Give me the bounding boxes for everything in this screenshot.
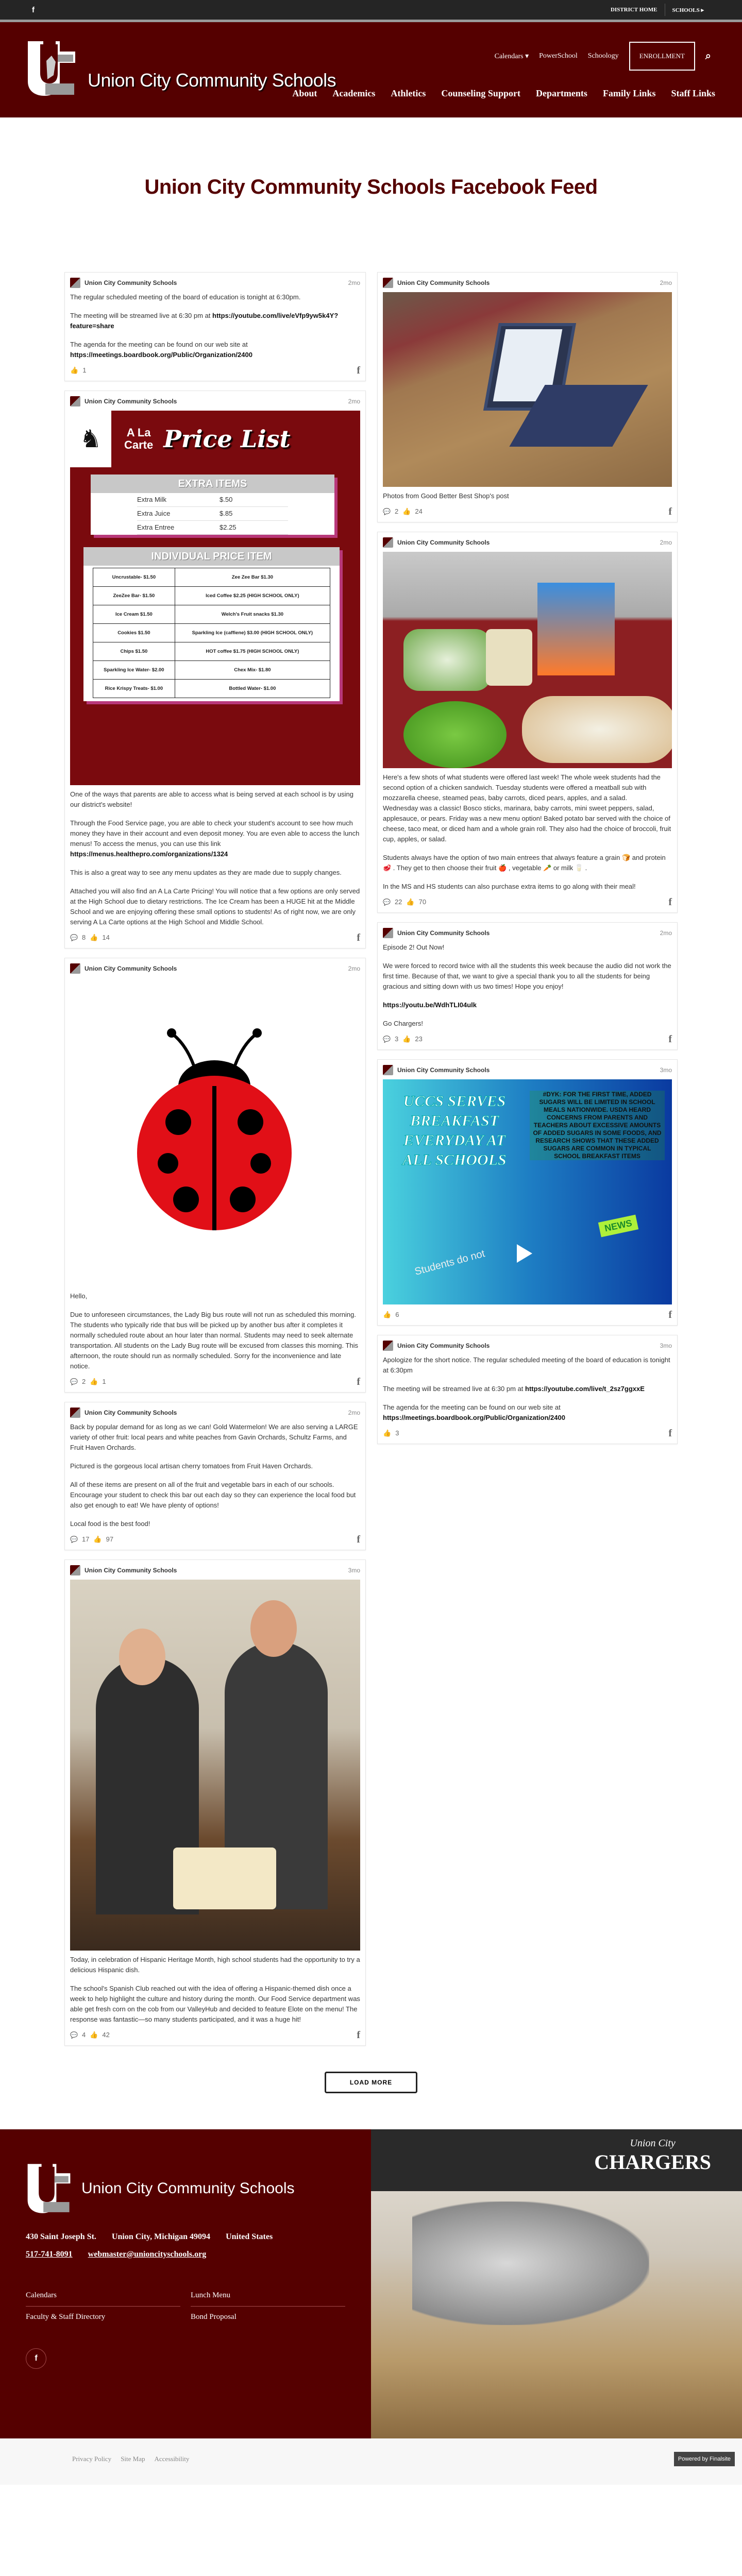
- site-map-link[interactable]: Site Map: [121, 2455, 145, 2463]
- post-text: Episode 2! Out Now!: [383, 943, 445, 951]
- post-author[interactable]: Union City Community Schools: [397, 539, 490, 546]
- extra-items-header: EXTRA ITEMS: [91, 474, 334, 493]
- like-count: 3: [395, 1429, 399, 1437]
- price-cell: Sparkling Ice Water- $2.00: [93, 661, 175, 680]
- comment-count: 22: [394, 898, 402, 906]
- comments-icon[interactable]: 💬: [383, 508, 391, 515]
- nav-about[interactable]: About: [292, 88, 317, 98]
- post-body: [70, 292, 360, 360]
- like-icon[interactable]: 👍: [70, 366, 79, 374]
- site-header: [0, 22, 742, 117]
- like-icon[interactable]: 👍: [90, 2031, 98, 2039]
- facebook-icon[interactable]: f: [668, 1309, 672, 1320]
- price-cell: Zee Zee Bar $1.30: [175, 568, 330, 587]
- price-cell: Welch's Fruit snacks $1.30: [175, 605, 330, 624]
- like-count: 70: [418, 898, 427, 906]
- post-text: Through the Food Service page, you are able to check your student's account to see how much money they have in their account and even deposit money. You are even able to access the lunch menus! To access the menus, you can use this link: [70, 819, 360, 848]
- post-text: Here's a few shots of what students were offered last week! The whole week students had the second option of a chicken sandwich. Tuesday students were offered a meatball sub with mozzarella cheese, steamed peas, baby carrots, diced pears, apples, and a salad. Wednesday was a classic! Bosco sticks, marinara, baby carrots, mini sweet peppers, salad, applesauce, or pears. Friday was a new menu option! Baked potato bar served with the choice of cheese, taco meat, or diced ham and a whole grain roll. They also had the choice of broccoli, fruit cup, apples, or salad.: [383, 773, 671, 843]
- price-row: [93, 642, 330, 661]
- site-footer: [0, 2129, 742, 2438]
- post-body: [70, 1291, 360, 1371]
- facebook-icon[interactable]: f: [357, 2029, 360, 2041]
- post-author[interactable]: Union City Community Schools: [397, 279, 490, 286]
- post-text: Students always have the option of two main entrees that always feature a grain 🍞 and protein 🥩 . They get to then choose their fruit 🍎 , vegetable 🥕 or milk 🥛 .: [383, 854, 666, 872]
- author-avatar[interactable]: [70, 1565, 80, 1575]
- like-icon[interactable]: 👍: [90, 1378, 98, 1385]
- price-cell: Chips $1.50: [93, 642, 175, 661]
- post-body: [383, 772, 672, 892]
- author-avatar[interactable]: [383, 928, 393, 938]
- powerschool-link[interactable]: PowerSchool: [539, 52, 578, 60]
- nav-departments[interactable]: Departments: [535, 88, 587, 98]
- post-card: [377, 532, 678, 913]
- post-text: Due to unforeseen circumstances, the Lady Big bus route will not run as scheduled this morning. The students who typically ride that bus will be picked up by another bus after it completes it normally scheduled route about an hour later than normal. Students may need to seek alternate transportation. All students on the Lady Bug route will be excused from classes this morning. This afternoon, the route should run as normally scheduled. Sorry for the inconvenience and late notice.: [70, 1311, 359, 1370]
- price-row: [93, 587, 330, 605]
- price-cell: Uncrustable- $1.50: [93, 568, 175, 587]
- price-cell: Cookies $1.50: [93, 624, 175, 642]
- price-cell: Rice Krispy Treats- $1.00: [93, 680, 175, 698]
- feed-column-right: [377, 272, 678, 1444]
- post-text: Apologize for the short notice. The regular scheduled meeting of the board of education is tonight at 6:30pm: [383, 1356, 670, 1374]
- comments-icon[interactable]: 💬: [70, 1378, 78, 1385]
- post-text: The agenda for the meeting can be found on our web site at: [70, 341, 248, 348]
- like-count: 42: [102, 2031, 110, 2039]
- comments-icon[interactable]: 💬: [70, 1536, 78, 1543]
- like-icon[interactable]: 👍: [383, 1429, 392, 1437]
- post-text: Photos from Good Better Best Shop's post: [383, 492, 509, 500]
- extra-item-price: $2.25: [220, 523, 237, 531]
- post-body: [70, 1955, 360, 2025]
- gym-sign-line1: Union City: [630, 2138, 676, 2149]
- price-row: [93, 680, 330, 698]
- like-icon[interactable]: 👍: [402, 507, 411, 515]
- district-logo[interactable]: [26, 40, 77, 97]
- post-author[interactable]: Union City Community Schools: [397, 1342, 490, 1349]
- author-avatar[interactable]: [70, 963, 80, 974]
- price-cell: Sparkling Ice (caffiene) $3.00 (HIGH SCHOOL ONLY): [175, 624, 330, 642]
- like-icon[interactable]: 👍: [406, 898, 415, 906]
- students-image[interactable]: [70, 1580, 360, 1951]
- post-text: The regular scheduled meeting of the board of education is tonight at 6:30pm.: [70, 293, 301, 301]
- facebook-feed: [0, 272, 742, 2046]
- post-time[interactable]: 3mo: [660, 1066, 672, 1074]
- post-card: [377, 1335, 678, 1444]
- extra-item-row: [137, 521, 288, 535]
- post-card: [64, 1560, 366, 2046]
- comments-icon[interactable]: 💬: [383, 1036, 391, 1043]
- like-count: 24: [415, 507, 423, 515]
- post-text: All of these items are present on all of the fruit and vegetable bars in each of our schools. Encourage your student to check this bar out each day so they can experience the local food but also get enough to eat! We have plenty of options!: [70, 1481, 356, 1509]
- post-author[interactable]: Union City Community Schools: [85, 1409, 177, 1416]
- post-link[interactable]: https://meetings.boardbook.org/Public/Organization/2400: [383, 1414, 565, 1421]
- post-text: One of the ways that parents are able to access what is being served at each school is by using our district's website!: [70, 790, 353, 808]
- author-avatar[interactable]: [70, 396, 80, 406]
- comments-icon[interactable]: 💬: [383, 899, 391, 906]
- play-icon[interactable]: [517, 1244, 532, 1263]
- footer-link-bond-proposal[interactable]: Bond Proposal: [191, 2313, 237, 2321]
- accessibility-link[interactable]: Accessibility: [154, 2455, 190, 2463]
- extra-item-name: Extra Entree: [137, 523, 175, 531]
- comment-count: 3: [394, 1035, 399, 1043]
- like-icon[interactable]: 👍: [93, 1535, 102, 1543]
- footer-facebook-icon[interactable]: f: [26, 2348, 46, 2369]
- comments-icon[interactable]: 💬: [70, 2031, 78, 2039]
- search-icon[interactable]: ⌕: [705, 50, 711, 62]
- pricelist-image[interactable]: [70, 411, 360, 785]
- page-title: Union City Community Schools Facebook Feed: [144, 176, 598, 198]
- price-row: [93, 568, 330, 587]
- post-time[interactable]: 2mo: [348, 1409, 360, 1416]
- extra-item-price: $.50: [220, 496, 233, 503]
- nav-academics[interactable]: Academics: [332, 88, 376, 98]
- post-text: In the MS and HS students can also purchase extra items to go along with their meal!: [383, 883, 636, 890]
- schools-menu[interactable]: SCHOOLS ▸: [672, 7, 704, 13]
- enrollment-button[interactable]: ENROLLMENT: [629, 42, 695, 71]
- nav-counseling-support[interactable]: Counseling Support: [441, 88, 520, 98]
- post-card: [64, 391, 366, 948]
- author-avatar[interactable]: [383, 537, 393, 548]
- footer-link-lunch-menu[interactable]: Lunch Menu: [191, 2285, 345, 2307]
- price-cell: ZeeZee Bar- $1.50: [93, 587, 175, 605]
- nav-athletics[interactable]: Athletics: [391, 88, 426, 98]
- like-count: 97: [106, 1535, 114, 1543]
- author-avatar[interactable]: [383, 278, 393, 288]
- post-link[interactable]: https://youtu.be/WdhTLI04ulk: [383, 1001, 477, 1009]
- post-time[interactable]: 2mo: [660, 279, 672, 286]
- post-author[interactable]: Union City Community Schools: [85, 398, 177, 405]
- extra-item-name: Extra Juice: [137, 510, 171, 517]
- extra-item-name: Extra Milk: [137, 496, 167, 503]
- price-list-title: Price List: [163, 425, 291, 453]
- individual-items-header: INDIVIDUAL PRICE ITEM: [83, 547, 340, 566]
- post-link[interactable]: https://menus.healthepro.com/organizations/1324: [70, 850, 228, 858]
- post-body: [70, 789, 360, 927]
- carte-label: Carte: [124, 438, 154, 451]
- calendars-menu[interactable]: Calendars ▾: [494, 52, 529, 60]
- post-body: [70, 1422, 360, 1529]
- post-card: [64, 958, 366, 1393]
- post-text: This is also a great way to see any menu updates as they are made due to supply changes.: [70, 869, 342, 876]
- facebook-icon[interactable]: f: [357, 932, 360, 943]
- like-count: 14: [102, 934, 110, 941]
- comment-count: 2: [81, 1378, 86, 1385]
- extra-item-price: $.85: [220, 510, 233, 517]
- breakfast-image[interactable]: [383, 1079, 672, 1304]
- post-text: Pictured is the gorgeous local artisan cherry tomatoes from Fruit Haven Orchards.: [70, 1462, 313, 1470]
- price-table: [93, 568, 330, 698]
- post-author[interactable]: Union City Community Schools: [397, 929, 490, 937]
- author-avatar[interactable]: [70, 1408, 80, 1418]
- comment-count: 2: [394, 507, 399, 515]
- post-text: Hello,: [70, 1292, 88, 1300]
- tablet-image[interactable]: [383, 292, 672, 487]
- address-country: United States: [226, 2232, 273, 2241]
- facebook-icon[interactable]: f: [668, 1033, 672, 1045]
- author-avatar[interactable]: [70, 278, 80, 288]
- post-body: [383, 942, 672, 1029]
- post-time[interactable]: 3mo: [660, 1342, 672, 1349]
- post-author[interactable]: Union City Community Schools: [85, 965, 177, 972]
- gym-photo: [371, 2129, 742, 2438]
- footer-logo: [26, 2160, 72, 2217]
- post-text: We were forced to record twice with all the students this week because the audio did not work the first time. Because of that, we want to give a special thank you to all the students for being gracious and sitting down with us two times! Hope you enjoy!: [383, 962, 671, 990]
- like-count: 6: [395, 1311, 399, 1318]
- gym-sign-line2: CHARGERS: [594, 2150, 711, 2174]
- a-la-label: A La: [126, 426, 151, 439]
- extra-item-row: [137, 507, 288, 521]
- price-row: [93, 605, 330, 624]
- site-name[interactable]: Union City Community Schools: [88, 70, 336, 91]
- comment-count: 8: [81, 934, 86, 941]
- post-card: [64, 1402, 366, 1550]
- post-link[interactable]: https://youtube.com/live/eVfp9yw5k4Y?feature=share: [70, 312, 339, 330]
- post-time[interactable]: 2mo: [348, 965, 360, 972]
- like-count: 23: [415, 1035, 423, 1043]
- post-time[interactable]: 3mo: [348, 1567, 360, 1574]
- post-time[interactable]: 2mo: [660, 539, 672, 546]
- feed-column-left: [64, 272, 366, 2046]
- facebook-icon[interactable]: f: [357, 1376, 360, 1387]
- post-link[interactable]: https://meetings.boardbook.org/Public/Organization/2400: [70, 351, 252, 359]
- breakfast-students-text: Students do not: [413, 1248, 486, 1278]
- post-card: [377, 1059, 678, 1326]
- address-street: 430 Saint Joseph St.: [26, 2232, 96, 2241]
- email-link[interactable]: webmaster@unioncityschools.org: [88, 2250, 207, 2259]
- author-avatar[interactable]: [383, 1065, 393, 1075]
- post-text: Today, in celebration of Hispanic Heritage Month, high school students had the opportunity to try a delicious Hispanic dish.: [70, 1956, 360, 1974]
- post-text: Local food is the best food!: [70, 1520, 150, 1528]
- post-text: Attached you will also find an A La Carte Pricing! You will notice that a few options are only served at the High School due to dietary restrictions. The Ice Cream has been a HUGE hit at the Middle School and we are enjoying offering these small options to students! As of right now, we are only serving A La Carte options at the High School and Middle School.: [70, 887, 360, 926]
- facebook-icon[interactable]: f: [668, 1428, 672, 1439]
- facebook-icon[interactable]: f: [357, 1534, 360, 1545]
- news-badge: NEWS: [598, 1215, 638, 1238]
- post-link[interactable]: https://youtube.com/live/t_2sz7ggxxE: [525, 1385, 645, 1393]
- post-card: [377, 922, 678, 1050]
- like-icon[interactable]: 👍: [90, 934, 98, 941]
- like-count: 1: [102, 1378, 106, 1385]
- price-row: [93, 624, 330, 642]
- price-cell: HOT coffee $1.75 (HIGH SCHOOL ONLY): [175, 642, 330, 661]
- comment-count: 4: [81, 2031, 86, 2039]
- nav-family-links[interactable]: Family Links: [602, 88, 656, 98]
- post-text: The meeting will be streamed live at 6:30 pm at: [383, 1385, 526, 1393]
- post-body: [383, 1355, 672, 1423]
- facebook-icon[interactable]: f: [357, 365, 360, 376]
- footer-link-calendars[interactable]: Calendars: [26, 2285, 180, 2307]
- facebook-icon[interactable]: f: [32, 5, 35, 14]
- like-icon[interactable]: 👍: [402, 1035, 411, 1043]
- post-time[interactable]: 2mo: [348, 279, 360, 286]
- post-text: The meeting will be streamed live at 6:30 pm at: [70, 312, 213, 319]
- price-cell: Iced Coffee $2.25 (HIGH SCHOOL ONLY): [175, 587, 330, 605]
- price-cell: Bottled Water- $1.00: [175, 680, 330, 698]
- post-card: [64, 272, 366, 381]
- horse-icon: ♞: [70, 411, 111, 467]
- nav-staff-links[interactable]: Staff Links: [671, 88, 715, 98]
- footer-site-name: Union City Community Schools: [81, 2180, 295, 2197]
- like-icon[interactable]: 👍: [383, 1311, 392, 1318]
- post-time[interactable]: 2mo: [660, 929, 672, 937]
- post-author[interactable]: Union City Community Schools: [85, 1567, 177, 1574]
- footer-link-directory[interactable]: Faculty & Staff Directory: [26, 2313, 106, 2321]
- price-cell: Ice Cream $1.50: [93, 605, 175, 624]
- top-bar: [0, 0, 742, 20]
- comments-icon[interactable]: 💬: [70, 934, 78, 941]
- price-row: [93, 661, 330, 680]
- facebook-icon[interactable]: f: [668, 896, 672, 908]
- breakfast-headline: UCCS SERVES BREAKFAST EVERYDAY AT ALL SCHOOLS: [402, 1093, 507, 1168]
- powered-by-badge[interactable]: Powered by Finalsite: [674, 2452, 735, 2466]
- post-text: The agenda for the meeting can be found on our web site at: [383, 1403, 561, 1411]
- privacy-policy-link[interactable]: Privacy Policy: [72, 2455, 112, 2463]
- breakfast-dyk-text: #DYK: FOR THE FIRST TIME, ADDED SUGARS WILL BE LIMITED IN SCHOOL MEALS NATIONWIDE. USDA HEARD CONCERNS FROM PARENTS AND TEACHERS ABOUT EXCESSIVE AMOUNTS OF ADDED SUGARS IN SOME FOODS, AND RESEARCH SHOWS THAT THESE ADDED SUGARS ARE COMMON IN TYPICAL SCHOOL BREAKFAST ITEMS: [530, 1091, 665, 1160]
- post-time[interactable]: 2mo: [348, 398, 360, 405]
- post-text: The school's Spanish Club reached out with the idea of offering a Hispanic-themed dish once a week to help highlight the culture and history during the month. Our Food Service department was able get fresh corn on the cob from our ValleyHub and decided to feature Elote on the menu! The response was fantastic—so many students participated, and it was a huge hit!: [70, 1985, 360, 2023]
- post-text: Go Chargers!: [383, 1020, 424, 1027]
- post-body: [383, 491, 672, 501]
- schoology-link[interactable]: Schoology: [587, 52, 619, 60]
- price-cell: Chex Mix- $1.80: [175, 661, 330, 680]
- author-avatar[interactable]: [383, 1341, 393, 1351]
- like-count: 1: [82, 366, 87, 374]
- address-city: Union City, Michigan 49094: [111, 2232, 211, 2241]
- post-text: Back by popular demand for as long as we can! Gold Watermelon! We are also serving a LARGE variety of other fruit: local pears and white peaches from Gavin Orchards, Schultz Farms, and Fruit Haven Orchards.: [70, 1423, 358, 1451]
- post-author[interactable]: Union City Community Schools: [397, 1066, 490, 1074]
- post-author[interactable]: Union City Community Schools: [85, 279, 177, 286]
- phone-link[interactable]: 517-741-8091: [26, 2250, 73, 2259]
- load-more-button[interactable]: LOAD MORE: [325, 2072, 417, 2093]
- bottom-bar: [0, 2438, 742, 2485]
- extra-item-row: [137, 493, 288, 507]
- ladybug-image[interactable]: [70, 978, 360, 1287]
- district-home-link[interactable]: DISTRICT HOME: [610, 7, 657, 13]
- post-card: [377, 272, 678, 522]
- tray-image[interactable]: [383, 552, 672, 768]
- facebook-icon[interactable]: f: [668, 506, 672, 517]
- comment-count: 17: [81, 1535, 90, 1543]
